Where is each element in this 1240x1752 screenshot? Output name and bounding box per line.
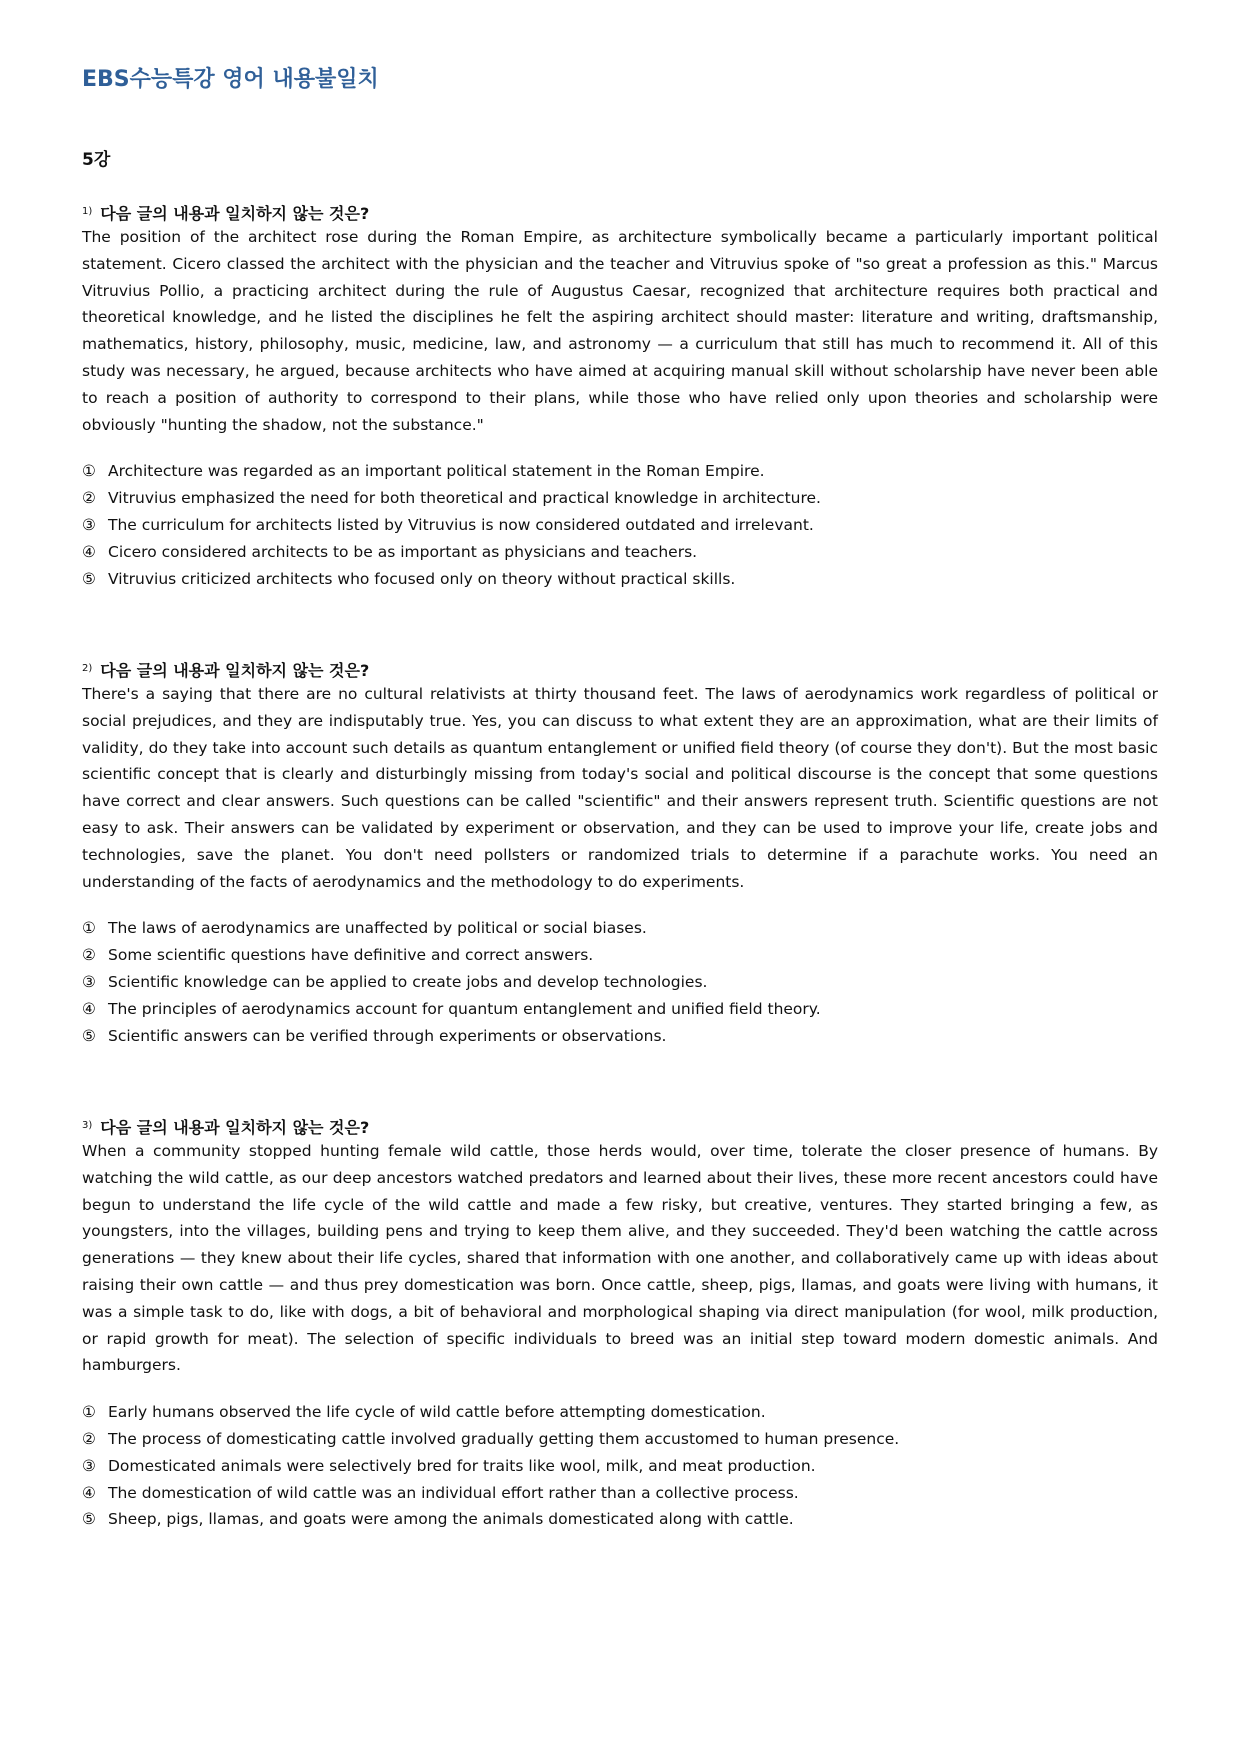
choice-marker: ⑤ (82, 569, 96, 588)
question-prompt: 다음 글의 내용과 일치하지 않는 것은? (100, 1118, 370, 1137)
lesson-heading: 5강 (82, 150, 111, 170)
choice-marker: ⑤ (82, 1510, 96, 1529)
answer-choice[interactable] (82, 1480, 1158, 1507)
choice-marker: ④ (82, 999, 96, 1018)
answer-choice[interactable] (82, 1426, 1158, 1453)
choice-marker: ① (82, 1403, 96, 1422)
question-prompt: 다음 글의 내용과 일치하지 않는 것은? (100, 661, 370, 680)
choice-text: The curriculum for architects listed by Vitruvius is now considered outdated and irrelevant. (108, 515, 814, 534)
question-header (82, 657, 1158, 681)
choice-marker: ④ (82, 1483, 96, 1502)
question-1 (82, 200, 1158, 592)
answer-choice[interactable] (82, 1506, 1158, 1533)
question-number: 2) (82, 663, 93, 674)
choice-marker: ③ (82, 515, 96, 534)
choice-marker: ① (82, 462, 96, 481)
choice-text: The domestication of wild cattle was an individual effort rather than a collective process. (108, 1483, 799, 1502)
choice-text: The principles of aerodynamics account for quantum entanglement and unified field theory. (108, 999, 821, 1018)
answer-choice[interactable] (82, 942, 1158, 969)
choice-text: Cicero considered architects to be as important as physicians and teachers. (108, 542, 698, 561)
answer-choice[interactable] (82, 969, 1158, 996)
question-number: 1) (82, 206, 93, 217)
answer-choice[interactable] (82, 915, 1158, 942)
answer-choice[interactable] (82, 458, 1158, 485)
answer-choice[interactable] (82, 566, 1158, 593)
question-header (82, 200, 1158, 224)
question-passage: The position of the architect rose during the Roman Empire, as architecture symbolically became a particularly important political statement. Cicero classed the architect with the physician and the teacher and Vitruvius spoke of "so great a profession as this." Marcus Vitruvius Pollio, a practicing architect during the rule of Augustus Caesar, recognized that architecture requires both practical and theoretical knowledge, and he listed the disciplines he felt the aspiring architect should master: literature and writing, draftsmanship, mathematics, history, philosophy, music, medicine, law, and astronomy — a curriculum that still has much to recommend it. All of this study was necessary, he argued, because architects who have aimed at acquiring manual skill without scholarship have never been able to reach a position of authority to correspond to their plans, while those who have relied only upon theories and scholarship were obviously "hunting the shadow, not the substance." (82, 228, 1158, 434)
document-title: EBS수능특강 영어 내용불일치 (82, 67, 379, 92)
choice-text: The laws of aerodynamics are unaffected by political or social biases. (108, 919, 647, 938)
answer-choices (82, 458, 1158, 592)
choice-text: Vitruvius criticized architects who focused only on theory without practical skills. (108, 569, 736, 588)
choice-text: Architecture was regarded as an important political statement in the Roman Empire. (108, 462, 765, 481)
choice-marker: ③ (82, 972, 96, 991)
choice-marker: ① (82, 919, 96, 938)
choice-text: Early humans observed the life cycle of wild cattle before attempting domestication. (108, 1403, 766, 1422)
choice-text: Domesticated animals were selectively bred for traits like wool, milk, and meat production. (108, 1456, 816, 1475)
choice-text: Some scientific questions have definitive and correct answers. (108, 946, 594, 965)
answer-choice[interactable] (82, 485, 1158, 512)
answer-choice[interactable] (82, 1023, 1158, 1050)
choice-marker: ⑤ (82, 1026, 96, 1045)
choice-text: The process of domesticating cattle involved gradually getting them accustomed to human presence. (108, 1429, 900, 1448)
choice-marker: ③ (82, 1456, 96, 1475)
choice-text: Sheep, pigs, llamas, and goats were among the animals domesticated along with cattle. (108, 1510, 794, 1529)
choice-marker: ④ (82, 542, 96, 561)
question-passage: When a community stopped hunting female wild cattle, those herds would, over time, tolerate the closer presence of humans. By watching the wild cattle, as our deep ancestors watched predators and learned about their lives, these more recent ancestors could have begun to understand the life cycle of the wild cattle and made a few risky, but creative, ventures. They started bringing a few, as youngsters, into the villages, building pens and trying to keep them alive, and they succeeded. They'd been watching the cattle across generations — they knew about their life cycles, shared that information with one another, and collaboratively came up with ideas about raising their own cattle — and thus prey domestication was born. Once cattle, sheep, pigs, llamas, and goats were living with humans, it was a simple task to do, like with dogs, a bit of behavioral and morphological shaping via direct manipulation (for wool, milk production, or rapid growth for meat). The selection of specific individuals to breed was an initial step toward modern domestic animals. And hamburgers. (82, 1142, 1158, 1375)
question-header (82, 1114, 1158, 1138)
answer-choice[interactable] (82, 1399, 1158, 1426)
choice-marker: ② (82, 1429, 96, 1448)
answer-choice[interactable] (82, 539, 1158, 566)
answer-choices (82, 915, 1158, 1049)
choice-text: Scientific answers can be verified through experiments or observations. (108, 1026, 667, 1045)
question-passage: There's a saying that there are no cultural relativists at thirty thousand feet. The laws of aerodynamics work regardless of political or social prejudices, and they are indisputably true. Yes, you can discuss to what extent they are an approximation, what are their limits of validity, do they take into account such details as quantum entanglement or unified field theory (of course they don't). But the most basic scientific concept that is clearly and disturbingly missing from today's social and political discourse is the concept that some questions have correct and clear answers. Such questions can be called "scientific" and their answers represent truth. Scientific questions are not easy to ask. Their answers can be validated by experiment or observation, and they can be used to improve your life, create jobs and technologies, save the planet. You don't need pollsters or randomized trials to determine if a parachute works. You need an understanding of the facts of aerodynamics and the methodology to do experiments. (82, 685, 1158, 891)
answer-choices (82, 1399, 1158, 1533)
question-number: 3) (82, 1120, 93, 1131)
answer-choice[interactable] (82, 1453, 1158, 1480)
answer-choice[interactable] (82, 512, 1158, 539)
question-2 (82, 657, 1158, 1049)
choice-marker: ② (82, 489, 96, 508)
question-3 (82, 1114, 1158, 1533)
choice-text: Vitruvius emphasized the need for both theoretical and practical knowledge in architecture. (108, 489, 821, 508)
choice-text: Scientific knowledge can be applied to create jobs and develop technologies. (108, 972, 708, 991)
question-prompt: 다음 글의 내용과 일치하지 않는 것은? (100, 204, 370, 223)
choice-marker: ② (82, 946, 96, 965)
answer-choice[interactable] (82, 996, 1158, 1023)
